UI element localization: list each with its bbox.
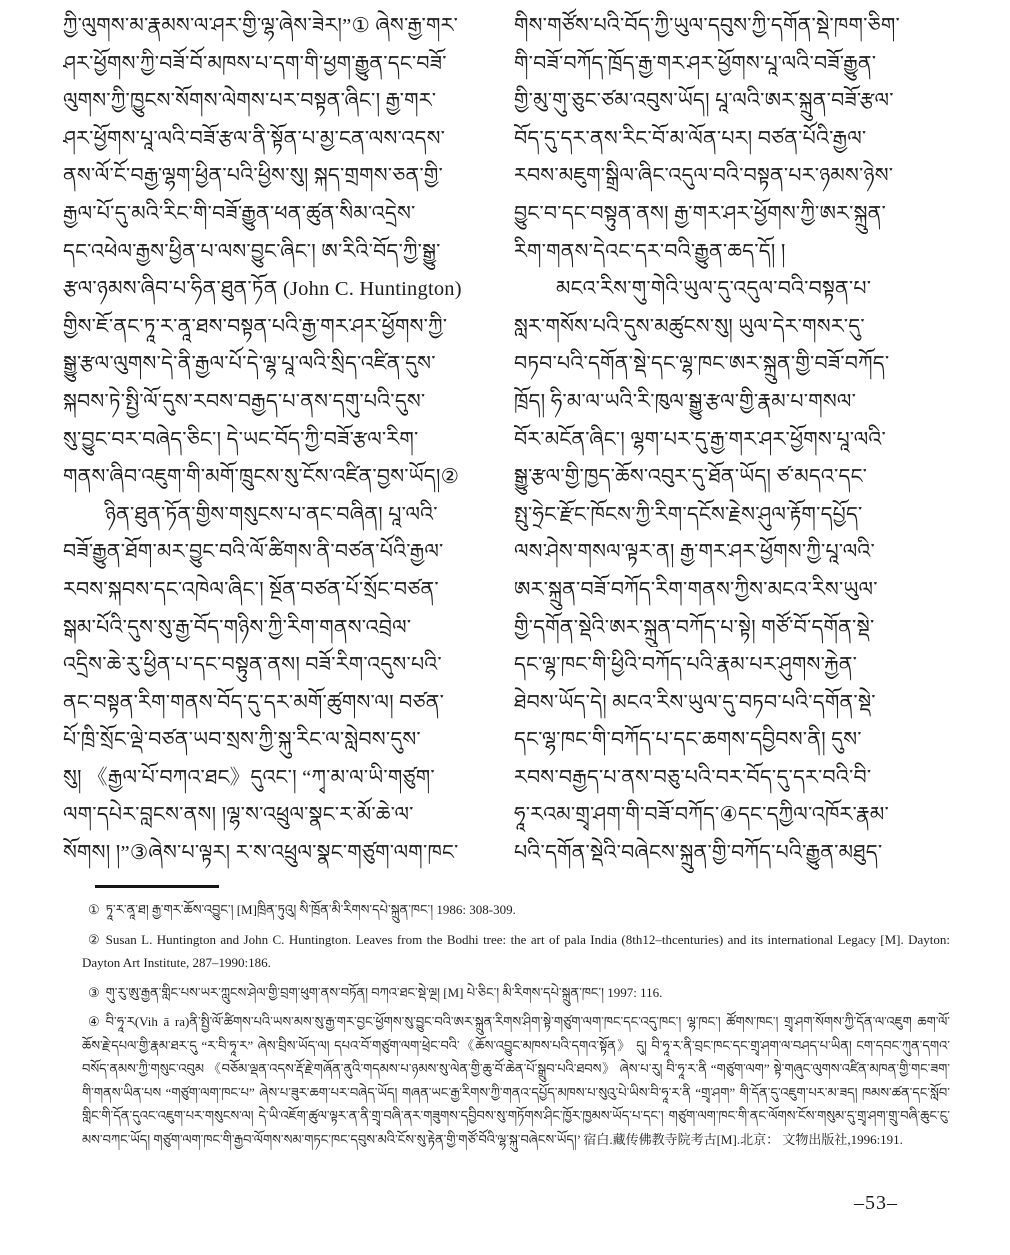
text-line: ནང་བསྟན་རིག་གནས་བོད་དུ་དར་མགོ་ཚུགས་ལ། བཙན་ [63,691,445,714]
text-line: དང་འཕེལ་རྒྱས་ཕྱིན་པ་ལས་བྱུང་ཞིང་། ཨ་རིའི་བོད་ཀྱི་སྒྱུ་ [63,240,441,263]
text-line: ཧཱ་རའམ་གྲྭ་ཤག་གི་བཟོ་བཀོད་④དང་དཀྱིལ་འཁོར་རྣམ་ [514,804,889,827]
text-line: ལག་དཔེར་བླངས་ནས། །ལྷ་ས་འཕྲུལ་སྣང་ར་མོ་ཆེ་ལ་ [63,804,414,827]
footnote-separator [95,885,219,888]
footnote-marker: ① [88,902,100,917]
text-line: བཟོ་རྒྱུན་ཐོག་མར་བྱུང་བའི་ལོ་ཚིགས་ནི་བཙན་པོའི་རྒྱལ་ [63,541,444,564]
text-line: ཁྲོད། ཧི་མ་ལ་ཡའི་རི་ཁུལ་སྒྱུ་རྩལ་གྱི་རྣམ་པ་གསལ་ [514,390,857,413]
footnote-marker: ③ [88,984,100,1000]
text-line: ཉིན་ཐུན་ཏོན་གྱིས་གསུངས་པ་ནང་བཞིན། པཱ་ལའི་ [105,503,438,526]
text-line: པའི་དགོན་སྡེའི་བཞེངས་སྐྲུན་གྱི་བཀོད་པའི་རྒྱུན་མཐུད་ [514,842,883,865]
text-line: ཀྱི་ལུགས་མ་རྣམས་ལ་ཤར་གྱི་ལྷ་ཞེས་ཟེར།”① ཞེས་རྒྱ་གར་ [63,15,459,37]
text-line: བཏབ་པའི་དགོན་སྡེ་དང་ལྷ་ཁང་ཨར་སྐྲུན་གྱི་བཟོ་བཀོད་ [514,353,890,376]
left-column [63,8,501,873]
text-line: རབས་སྐབས་དང་འཁེལ་ཞིང་། སྔོན་བཙན་པོ་སྲོང་བཙན་ [63,578,439,601]
text-line: གི་བཟོ་བཀོད་ཁྲོད་རྒྱ་གར་ཤར་ཕྱོགས་པཱ་ལའི་བཟོ་རྒྱུན་ [514,52,877,75]
text-line: སླར་གསོས་པའི་དུས་མཚུངས་སུ། ཡུལ་དེར་གསར་དུ་ [514,315,865,338]
text-line: བོད་དུ་དར་ནས་རིང་བོ་མ་ལོན་པར། བཙན་པོའི་རྒྱལ་ [514,127,867,150]
text-line: སྒྱུ་རྩལ་གྱི་ཁྱད་ཆོས་འབུར་དུ་ཐོན་ཡོད། ཙ་མདའ་དང་ [514,466,868,489]
text-line: སྒམ་པོའི་དུས་སུ་རྒྱ་བོད་གཉིས་ཀྱི་རིག་གནས་འབྲེལ་ [63,616,412,639]
text-line: གིས་གཙོས་པའི་བོད་ཀྱི་ཡུལ་དབུས་ཀྱི་དགོན་སྡེ་ཁག་ཅིག་ [514,15,900,37]
right-column [514,8,952,873]
text-line: འདྲིས་ཆེ་རུ་ཕྱིན་པ་དང་བསྟུན་ནས། བཟོ་རིག་འདུས་པའི་ [63,654,442,677]
text-line: ཨར་སྐྲུན་བཟོ་བཀོད་རིག་གནས་ཀྱིས་མངའ་རིས་ཡུལ་ [514,578,878,601]
text-line: ཤར་ཕྱོགས་ཀྱི་བཟོ་བོ་མཁས་པ་དག་གི་ཕྱག་རྒྱུན་དང་བཟོ་ [63,52,447,75]
page-number: –53– [854,1192,898,1214]
text-line: རྒྱལ་པོ་དུ་མའི་རིང་གི་བཟོ་རྒྱུན་ཕན་ཚུན་སིམ་འདྲེས་ [63,202,416,225]
text-line: གནས་ཞིབ་འཇུག་གི་མགོ་ཁྲུངས་སུ་ངོས་འཛིན་བྱས་ཡོད།② [63,466,460,489]
footnote-text: བི་ཧཱ་ར(Vih ā ra)ནི་སྤྱི་ལོ་ཚིགས་པའི་ཡས་མས་སུ་རྒྱ་གར་བྱང་ཕྱོགས་སུ་བྱུང་བའི་ཨར་སྐྲུན་རིགས་ཤིག་སྟེ་གཙུག་ལག་ཁང་དང་འདུ་ཁང་། ལྷ་ཁང་། ཚོགས་ཁང་། གྲྭ་ཤག་སོགས་ཀྱི་དོན་ལ་འཇུག ཆག་ལོ་ཆོས་རྗེ་དཔལ་གྱི་རྣམ་ཐར་དུ “ར་བི་ཧཱ་ར” ཞེས་བྲིས་ཡོད་ལ། དཔའ་བོ་གཙུག་ལག་ཕྲེང་བའི་《ཆོས་འབྱུང་མཁས་པའི་དགའ་སྟོན》 དུ། བི་ཧཱ་ར་ནི་བྲང་ཁང་དང་གྲྭ་ཤག་ལ་བཤད་པ་ཡིན། ངག་དབང་ཀུན་དགའ་བསོད་ནམས་ཀྱི་གསུང་འབུམ 《བཅོམ་ལྡན་འདས་རྡོ་རྗེ་གཞོན་ནུའི་གདམས་པ་ཉམས་སུ་ལེན་གྱི་ཆུ་བོ་ཆེན་པོ་སྒྲུབ་པའི་ཐབས》 ཞེས་པ་རུ། བི་ཧཱ་ར་ནི “གཙུག་ལག” སྟེ་གཞུང་ལུགས་འཛིན་མཁན་གྱི་གང་ཟག་གི་གནས་ཡིན་པས “གཙུག་ལག་ཁང་པ” ཞེས་པ་ཟུར་ཆག་པར་བཞེད་ཡོད། གཞན་ཡང་རྒྱ་རིགས་ཀྱི་གནའ་དཔྱོད་མཁས་པ་སུའུ་པེ་ཡིས་བི་ཧཱ་ར་ནི “གྲྭ་ཤག” གི་དོན་དུ་འཇུག་པར་མ་ཟད། ཁམས་ཚན་དང་སློབ་གླིང་གི་དོན་དུའང་འཇུག་པར་གསུངས་ལ། དེ་ཡི་འཇོག་ཚུལ་ལྟར་ན་ནི་གྲྭ་བཞི་ནར་གཟུགས་དབྱིབས་སུ་གཏོགས་ཤིང་ཁྱོར་ཁྱམས་ཡོད་པ་དང་། གཙུག་ལག་ཁང་གི་ནང་ལོགས་ངོས་གསུམ་དུ་གྲྭ་ཤག་གྲུ་བཞི་ཆུང་ངུ་མས་བཀང་ཡོད། གཙུག་ལག་ཁང་གི་རྒྱབ་ལོགས་སམ་གཏང་ཁང་དབུས་མའི་ངོས་སུ་རྟེན་གྱི་གཙོ་བོའི་ལྷ་སྐུ་བཞེངས་ཡོད།’ 宿白.藏传佛教寺院考古[M].北京： 文物出版社,1996:191. [82,1014,950,1147]
text-line: རིག་གནས་དེའང་དར་བའི་རྒྱུན་ཆད་དོ། ། [514,240,786,263]
text-line: བོར་མངོན་ཞིང་། ལྷག་པར་དུ་རྒྱ་གར་ཤར་ཕྱོགས་པཱ་ལའི་ [514,428,886,451]
text-line: སུ་བྱུང་བར་བཞེད་ཅིང་། དེ་ཡང་བོད་ཀྱི་བཟོ་རྩལ་རིག་ [63,428,419,451]
text-line: དང་ལྷ་ཁང་གི་བཀོད་པ་དང་ཆགས་དབྱིབས་ནི། དུས་ [514,729,862,752]
text-line: བྱུང་བ་དང་བསྟུན་ནས། རྒྱ་གར་ཤར་ཕྱོགས་ཀྱི་ཨར་སྐྲུན་ [514,202,887,225]
text-line: ལུགས་ཀྱི་ཁྱུངས་སོགས་ལེགས་པར་བསྟན་ཞིང་། རྒྱ་གར་ [63,90,437,113]
text-line: ལས་ཤེས་གསལ་ལྟར་ན། རྒྱ་གར་ཤར་ཕྱོགས་ཀྱི་པཱ་ལའི་ [514,541,875,564]
footnote [82,898,950,922]
footnote [82,981,950,1005]
text-line: སྐབས་ཏེ་སྤྱི་ལོ་དུས་རབས་བརྒྱད་པ་ནས་དགུ་པའི་དུས་ [63,390,426,413]
text-line: གྱི་མུ་གུ་ཅུང་ཙམ་འབུས་ཡོད། པཱ་ལའི་ཨར་སྐྲུན་བཟོ་རྩལ་ [514,90,894,113]
footnote [82,928,950,975]
text-line: རབས་བརྒྱད་པ་ནས་བཅུ་པའི་བར་བོད་དུ་དར་བའི་བི་ [514,766,872,789]
text-line: རྩལ་ཉམས་ཞིབ་པ་ཧིན་ཐུན་ཏོན (John C. Huntington) [63,278,462,301]
text-line: སྒྱུ་རྩལ་ལུགས་དེ་ནི་རྒྱལ་པོ་དེ་ལྷ་པཱ་ལའི་སྲིད་འཛིན་དུས་ [63,353,436,376]
text-line: སོགས། །”③ཞེས་པ་ལྟར། ར་ས་འཕྲུལ་སྣང་གཙུག་ལག་ཁང་ [63,842,459,865]
text-line: སྤུ་ཧྲེང་རྫོང་ཁོངས་ཀྱི་རིག་དངོས་རྗེས་ཤུལ་རྟོག་དཔྱོད་ [514,503,863,526]
footnotes-section [82,898,950,1157]
text-line: མངའ་རིས་གུ་གེའི་ཡུལ་དུ་འདུལ་བའི་བསྟན་པ་ [556,278,872,301]
footnote-text: ཏཱ་ར་ནཱ་ཐ། རྒྱ་གར་ཆོས་འབྱུང་། [M]ཁྲིན་ཏུའུ། སི་ཁྲོན་མི་རིགས་དཔེ་སྐྲུན་ཁང་། 1986: 308-309. [105,902,516,917]
text-line: སུ། 《རྒྱལ་པོ་བཀའ་ཐང》དུའང་། “ཀྭ་མ་ལ་ཡི་གཙུག་ [63,766,435,789]
text-line: གྱི་དགོན་སྡེའི་ཨར་སྐྲུན་བཀོད་པ་སྟེ། གཙོ་བོ་དགོན་སྡེ་ [514,616,875,639]
text-line: ཐེབས་ཡོད་དེ། མངའ་རིས་ཡུལ་དུ་བཏབ་པའི་དགོན་སྡེ་ [514,691,876,714]
footnote [82,1010,950,1151]
footnote-text: གུ་རུ་ཨུ་རྒྱན་གླིང་པས་ཡར་ཀླུངས་ཤེལ་གྱི་བྲག་ཕུག་ནས་བཏོན། བཀའ་ཐང་སྡེ་ལྔ། [M] པེ་ཅིང་། མི་རིགས་དཔེ་སྐྲུན་ཁང་། 1997: 116. [105,984,663,1000]
text-line: ཤར་ཕྱོགས་པཱ་ལའི་བཟོ་རྩལ་ནི་སྟོན་པ་མྱ་ངན་ལས་འདས་ [63,127,446,150]
footnote-marker: ④ [88,1014,100,1029]
text-line: པོ་ཁྲི་སྲོང་ལྡེ་བཙན་ཡབ་སྲས་ཀྱི་སྐུ་རིང་ལ་སླེབས་དུས་ [63,729,421,752]
text-line: རབས་མཇུག་སྒྲིལ་ཞིང་འདུལ་བའི་བསྟན་པར་ཉམས་ཉེས་ [514,165,894,188]
footnote-text: Susan L. Huntington and John C. Huntington. Leaves from the Bodhi tree: the art of pala India (8th12–thcenturies) and its international Legacy [M]. Dayton: Dayton Art Institute, 287–1990:186. [82,931,950,970]
body-text [63,8,952,873]
text-line: དང་ལྷ་ཁང་གི་ཕྱིའི་བཀོད་པའི་རྣམ་པར་ཤུགས་རྐྱེན་ [514,654,858,677]
text-line: ནས་ལོ་ངོ་བརྒྱ་ལྷག་ཕྱིན་པའི་ཕྱིས་སུ། སྐད་གྲགས་ཅན་གྱི་ [63,165,444,188]
text-line: གྱིས་ཇོ་ནང་ཏཱ་ར་ནཱ་ཐས་བསྟན་པའི་རྒྱ་གར་ཤར་ཕྱོགས་ཀྱི་ [63,315,448,338]
footnote-marker: ② [88,931,100,947]
